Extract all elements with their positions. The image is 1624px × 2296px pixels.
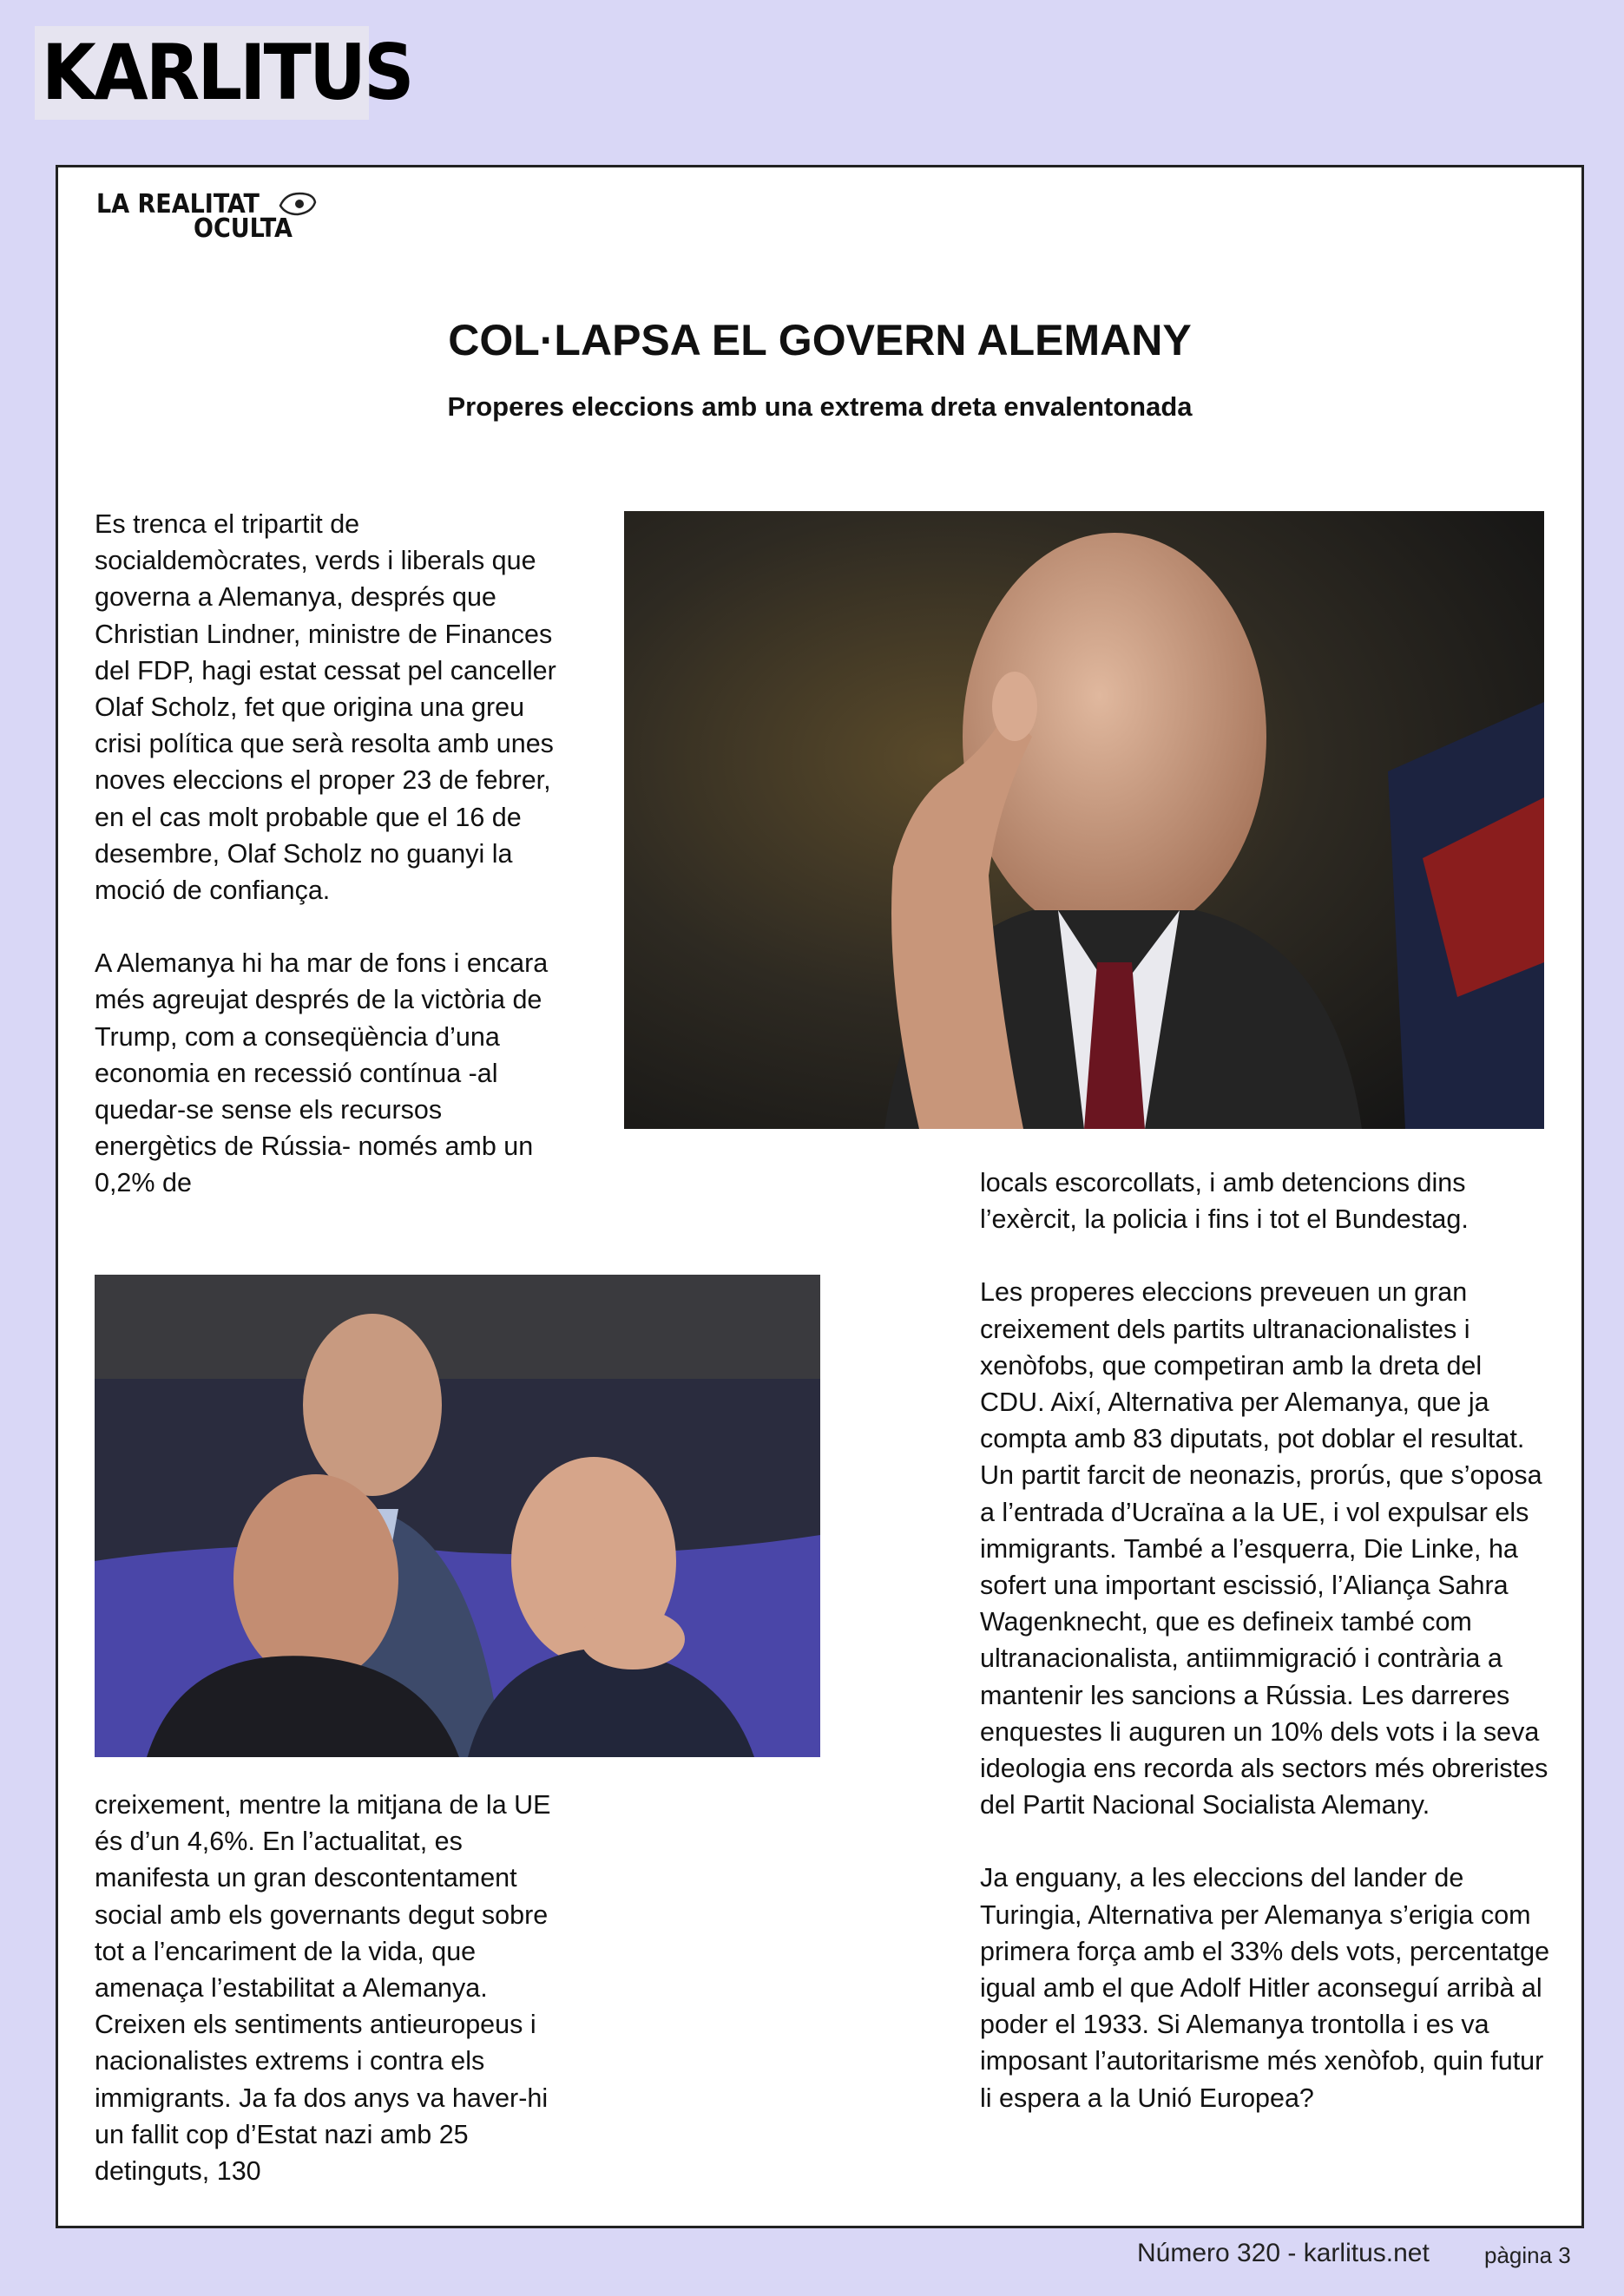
paragraph: Ja enguany, a les eleccions del lander de Turingia, Alternativa per Alemanya s’erigia com primera força amb el 33% dels vots, percentatge igual amb el que Adolf Hitler aconseguí arribà al poder el 1933. Si Alemanya trontolla i es va imposant l’autoritarisme més xenòfob, quin futur li espera a la Unió Europea? <box>980 1863 1550 2113</box>
section-logo-line2: OCULTA <box>194 213 293 244</box>
photo-scholz <box>624 511 1544 1129</box>
column-1-top <box>95 506 563 1202</box>
photo-bundestag <box>95 1275 820 1757</box>
footer-issue: Número 320 - karlitus.net <box>1137 2239 1430 2267</box>
article-subheadline: Properes eleccions amb una extrema dreta envalentonada <box>447 391 1193 422</box>
eye-doodle-icon <box>277 188 319 220</box>
paragraph: Les properes eleccions preveuen un gran creixement dels partits ultranacionalistes i xenòfobs, que competiran amb la dreta del CDU. Així, Alternativa per Alemanya, que ja compta amb 83 diputats, pot doblar el resultat. Un partit farcit de neonazis, prorús, que s’oposa a l’entrada d’Ucraïna a la UE, i vol expulsar els immigrants. També a l’esquerra, Die Linke, ha sofert una important escissió, l’Aliança Sahra Wagenknecht, que es defineix també com ultranacionalista, antiimmigració i contrària a mantenir les sancions a Rússia. Les darreres enquestes li auguren un 10% dels vots i la seva ideologia ens recorda als sectors més obreristes del Partit Nacional Socialista Alemany. <box>980 1277 1548 1820</box>
paragraph: Es trenca el tripartit de socialdemòcrates, verds i liberals que governa a Alemanya, després que Christian Lindner, ministre de Finances del FDP, hagi estat cessat pel canceller Olaf Scholz, fet que origina una greu crisi política que serà resolta amb unes noves eleccions el proper 23 de febrer, en el cas molt probable que el 16 de desembre, Olaf Scholz no guanyi la moció de confiança. <box>95 509 556 906</box>
article-headline: COL·LAPSA EL GOVERN ALEMANY <box>448 316 1192 364</box>
article-page <box>56 165 1584 2228</box>
footer-page-number: pàgina 3 <box>1484 2242 1571 2268</box>
section-logo <box>96 187 322 247</box>
column-2 <box>980 1164 1553 2116</box>
column-1-bottom <box>95 1787 581 2189</box>
paragraph: creixement, mentre la mitjana de la UE és d’un 4,6%. En l’actualitat, es manifesta un gran descontentament social amb els governants degut sobre tot a l’encariment de la vida, que amenaça l’estabilitat a Alemanya. Creixen els sentiments antieuropeus i nacionalistes extrems i contra els immigrants. Ja fa dos anys va haver-hi un fallit cop d’Estat nazi amb 25 detinguts, 130 <box>95 1790 551 2187</box>
section-logo-line1: LA REALITAT <box>96 189 260 220</box>
masthead <box>35 26 412 120</box>
paragraph: A Alemanya hi ha mar de fons i encara més agreujat després de la victòria de Trump, com a conseqüència d’una economia en recessió contínua -al quedar-se sense els recursos energètics de Rússia- només amb un 0,2% de <box>95 948 549 1198</box>
masthead-title: KARLITUS <box>42 28 412 117</box>
paragraph: locals escorcollats, i amb detencions dins l’exèrcit, la policia i fins i tot el Bundestag. <box>980 1168 1469 1235</box>
